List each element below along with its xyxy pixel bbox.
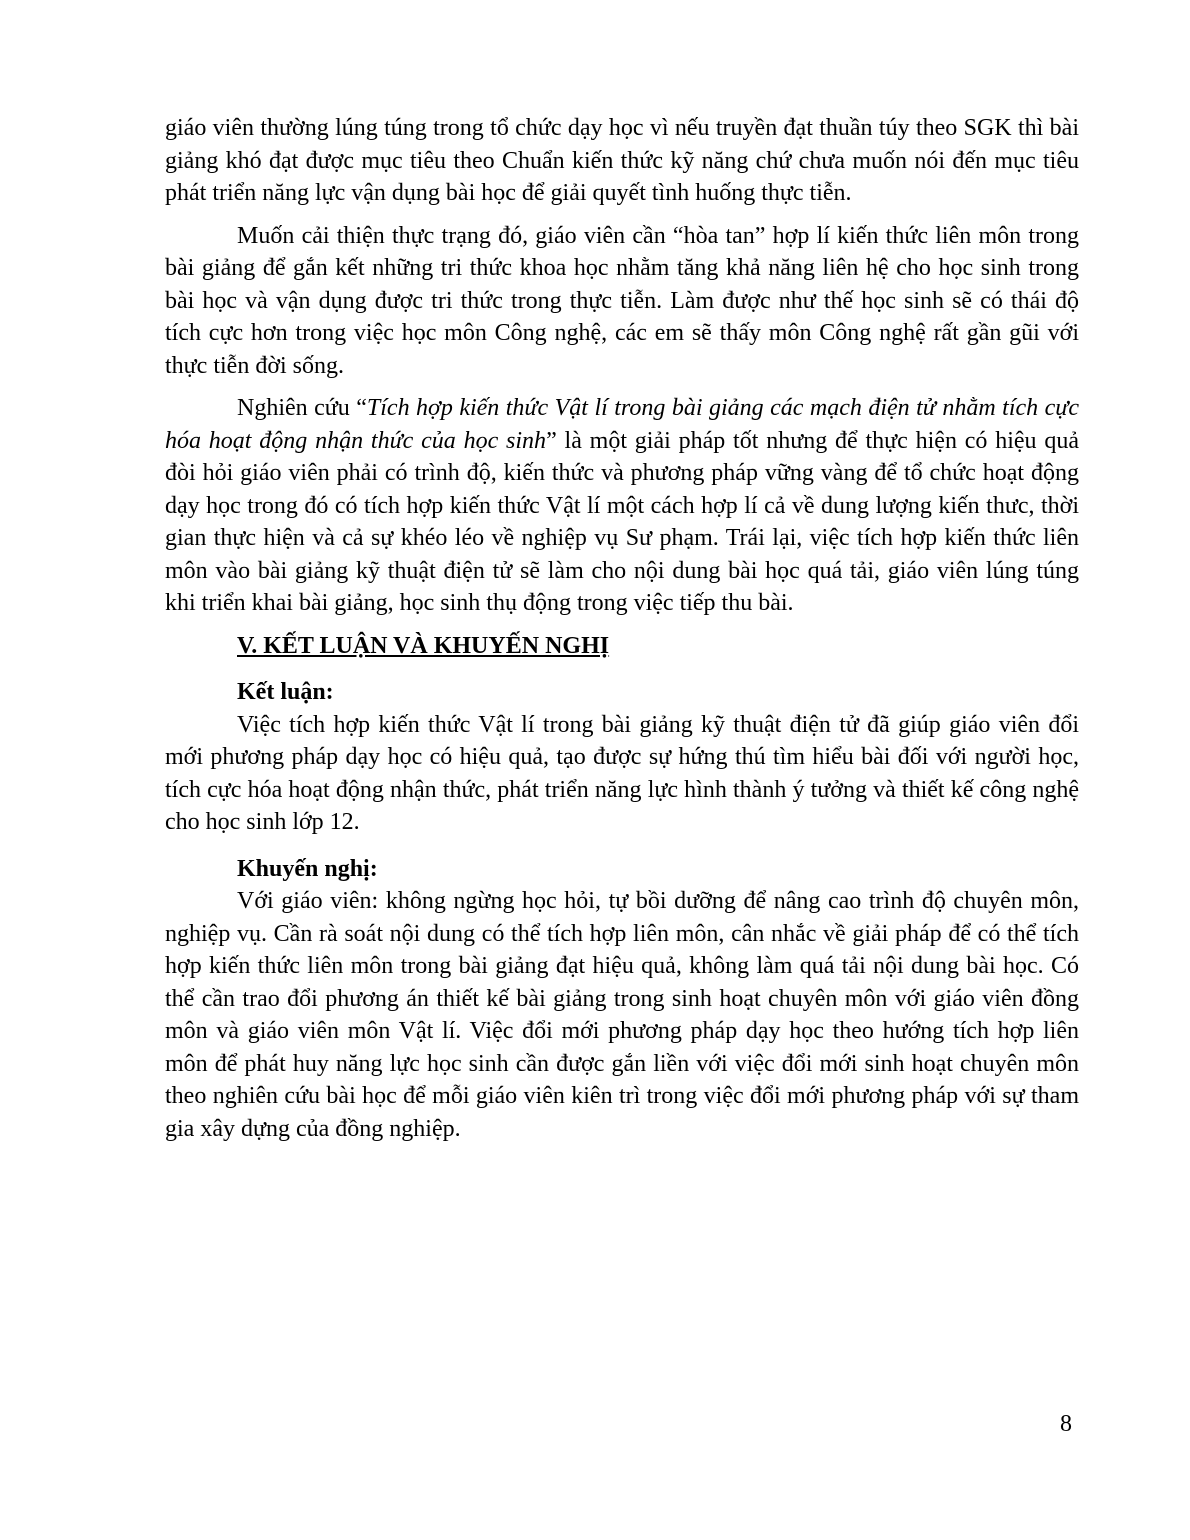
research-title-italic: Tích hợp kiến thức Vật lí trong bài giảng các mạch điện tử nhằm tích cực hóa hoạt động nhận thức của học sinh bbox=[165, 395, 1079, 454]
document-page bbox=[165, 112, 1079, 1145]
section-heading-conclusion-recommendation: V. KẾT LUẬN VÀ KHUYẾN NGHỊ bbox=[237, 632, 610, 659]
research-intro-text: Nghiên cứu “ bbox=[237, 395, 367, 421]
research-body-text: ” là một giải pháp tốt nhưng để thực hiện có hiệu quả đòi hỏi giáo viên phải có trình độ, kiến thức và phương pháp vững vàng để tổ chức hoạt động dạy học trong đó có tích hợp kiến thức Vật lí một cách hợp lí cả về dung lượng kiến thưc, thời gian thực hiện và cả sự khéo léo về nghiệp vụ Sư phạm. Trái lại, việc tích hợp kiến thức liên môn vào bài giảng kỹ thuật điện tử sẽ làm cho nội dung bài học quá tải, giáo viên lúng túng khi triển khai bài giảng, học sinh thụ động trong việc tiếp thu bài. bbox=[165, 427, 1080, 616]
paragraph-recommendation: Với giáo viên: không ngừng học hỏi, tự bồi dưỡng để nâng cao trình độ chuyên môn, nghiệp vụ. Cần rà soát nội dung có thể tích hợp liên môn, cân nhắc về giải pháp để có thể tích hợp kiến thức liên môn trong bài giảng đạt hiệu quả, không làm quá tải nội dung bài học. Có thể cần trao đổi phương án thiết kế bài giảng trong sinh hoạt chuyên môn với giáo viên đồng môn và giáo viên môn Vật lí. Việc đổi mới phương pháp dạy học theo hướng tích hợp liên môn để phát huy năng lực học sinh cần được gắn liền với việc đổi mới sinh hoạt chuyên môn theo nghiên cứu bài học để mỗi giáo viên kiên trì trong việc đổi mới phương pháp với sự tham gia xây dựng của đồng nghiệp. bbox=[165, 888, 1079, 1142]
subheading-conclusion: Kết luận: bbox=[237, 679, 334, 705]
page-number: 8 bbox=[1060, 1411, 1072, 1437]
paragraph-conclusion: Việc tích hợp kiến thức Vật lí trong bài giảng kỹ thuật điện tử đã giúp giáo viên đổi mới phương pháp dạy học có hiệu quả, tạo được sự hứng thú tìm hiểu bài đối với người học, tích cực hóa hoạt động nhận thức, phát triển năng lực hình thành ý tưởng và thiết kế công nghệ cho học sinh lớp 12. bbox=[165, 711, 1079, 835]
paragraph-continuation: giáo viên thường lúng túng trong tổ chức dạy học vì nếu truyền đạt thuần túy theo SGK thì bài giảng khó đạt được mục tiêu theo Chuẩn kiến thức kỹ năng chứ chưa muốn nói đến mục tiêu phát triển năng lực vận dụng bài học để giải quyết tình huống thực tiễn. bbox=[165, 115, 1079, 206]
paragraph-improvement: Muốn cải thiện thực trạng đó, giáo viên cần “hòa tan” hợp lí kiến thức liên môn trong bài giảng để gắn kết những tri thức khoa học nhằm tăng khả năng liên hệ cho học sinh trong bài học và vận dụng được tri thức trong thực tiễn. Làm được như thế học sinh sẽ có thái độ tích cực hơn trong việc học môn Công nghệ, các em sẽ thấy môn Công nghệ rất gần gũi với thực tiễn đời sống. bbox=[165, 222, 1079, 379]
subheading-recommendation: Khuyến nghị: bbox=[237, 855, 378, 882]
paragraph-research bbox=[165, 392, 1079, 620]
